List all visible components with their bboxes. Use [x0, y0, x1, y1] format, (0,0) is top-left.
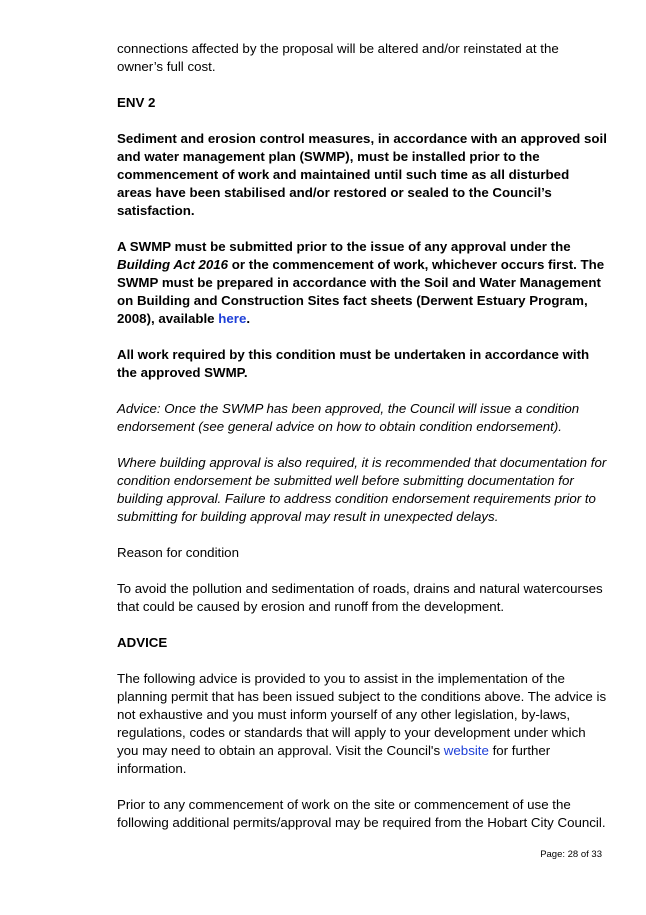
- env2-advice-1: Advice: Once the SWMP has been approved, the Council will issue a condition endorsement (see general advice on how to obtain condition endorsement).: [117, 401, 580, 434]
- document-body: [117, 40, 607, 850]
- building-act-reference: Building Act 2016: [117, 257, 229, 272]
- reason-label: Reason for condition: [117, 545, 239, 560]
- page-number: Page: 28 of 33: [540, 849, 602, 860]
- advice-paragraph-1-end: for further information.: [117, 743, 551, 776]
- advice-paragraph-1-start: The following advice is provided to you to assist in the implementation of the planning permit that has been issued subject to the conditions above. The advice is not exhaustive and you must inform yourself of any other legislation, by-laws, regulations, codes or standards that will apply to your development under which you may need to obtain an approval. Visit the Council's: [117, 671, 607, 758]
- advice-paragraph-2: Prior to any commencement of work on the site or commencement of use the following additional permits/approval may be required from the Hobart City Council.: [117, 797, 606, 830]
- env2-advice-2: Where building approval is also required, it is recommended that documentation for condition endorsement be submitted well before submitting documentation for building approval. Failure to address condition endorsement requirements prior to submitting for building approval may result in unexpected delays.: [117, 455, 607, 524]
- advice-paragraph-1: [117, 670, 607, 778]
- env2-paragraph-2-start: A SWMP must be submitted prior to the issue of any approval under the: [117, 239, 571, 254]
- here-link[interactable]: here: [218, 311, 247, 326]
- env2-paragraph-2: [117, 238, 607, 328]
- env2-paragraph-1: Sediment and erosion control measures, in accordance with an approved soil and water management plan (SWMP), must be installed prior to the commencement of work and maintained until such time as all disturbed areas have been stabilised and/or restored or sealed to the Council’s satisfaction.: [117, 131, 607, 218]
- intro-paragraph: connections affected by the proposal will be altered and/or reinstated at the owner’s full cost.: [117, 41, 559, 74]
- website-link[interactable]: website: [443, 743, 489, 758]
- advice-heading: ADVICE: [117, 635, 168, 650]
- reason-text: To avoid the pollution and sedimentation of roads, drains and natural watercourses that could be caused by erosion and runoff from the development.: [117, 581, 603, 614]
- env2-paragraph-2-end: .: [246, 311, 251, 326]
- env2-heading: ENV 2: [117, 95, 156, 110]
- env2-paragraph-3: All work required by this condition must be undertaken in accordance with the approved SWMP.: [117, 347, 590, 380]
- env2-paragraph-2-middle: or the commencement of work, whichever occurs first. The SWMP must be prepared in accordance with the Soil and Water Management on Building and Construction Sites fact sheets (Derwent Estuary Program, 2008), available: [117, 257, 605, 326]
